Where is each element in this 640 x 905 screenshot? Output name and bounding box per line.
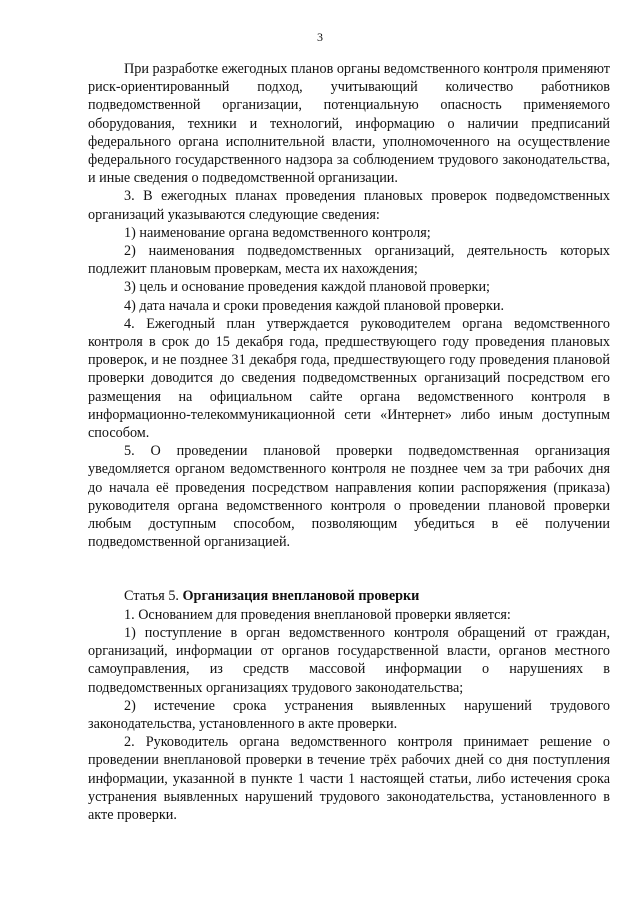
- article-prefix: Статья 5.: [124, 588, 183, 605]
- document-body: [88, 60, 610, 824]
- paragraph-item-3: 3. В ежегодных планах проведения плановых проверок подведомственных организаций указываются следующие сведения:: [88, 188, 610, 223]
- paragraph-subitem-4: 4) дата начала и сроки проведения каждой плановой проверки.: [124, 297, 505, 314]
- section-gap: [88, 551, 610, 587]
- paragraph-subitem-1: 1) наименование органа ведомственного контроля;: [124, 224, 431, 241]
- paragraph-subitem-3: 3) цель и основание проведения каждой плановой проверки;: [124, 279, 490, 296]
- paragraph-risk-approach: При разработке ежегодных планов органы ведомственного контроля применяют риск-ориентированный подход, учитывающий количество работников подведомственной организации, потенциальную опасность применяемого оборудования, техники и технологий, информацию о наличии предписаний федерального органа исполнительной власти, уполномоченного на осуществление федерального государственного надзора за соблюдением трудового законодательства, и иные сведения о подведомственной организации.: [88, 61, 611, 187]
- paragraph-subitem-2: 2) наименования подведомственных организаций, деятельность которых подлежит плановым проверкам, места их нахождения;: [88, 243, 610, 278]
- paragraph-ground-1: 1) поступление в орган ведомственного контроля обращений от граждан, организаций, информации от органов государственной власти, органов местного самоуправления, из средств массовой информации о нарушениях в подведомственных организациях трудового законодательства;: [88, 624, 610, 696]
- paragraph-item-5: 5. О проведении плановой проверки подведомственная организация уведомляется органом ведомственного контроля не позднее чем за три рабочих дня до начала её проведения посредством направления копии распоряжения (приказа) руководителя органа ведомственного контроля о проведении плановой проверки любым доступным способом, позволяющим убедиться в её получении подведомственной организацией.: [88, 443, 610, 551]
- paragraph-grounds: 1. Основанием для проведения внеплановой проверки является:: [124, 606, 511, 623]
- paragraph-item-4: 4. Ежегодный план утверждается руководителем органа ведомственного контроля в срок до 15 декабря года, предшествующего году проведения плановых проверок, и не позднее 31 декабря года, предшествующего году проведения плановой проверки доводится до сведения подведомственных организаций посредством его размещения на официальном сайте органа ведомственного контроля в информационно-телекоммуникационной сети «Интернет» либо иным доступным способом.: [88, 315, 610, 442]
- article-title: Организация внеплановой проверки: [182, 588, 420, 605]
- paragraph-ground-2: 2) истечение срока устранения выявленных нарушений трудового законодательства, установленного в акте проверки.: [88, 697, 610, 732]
- page-number: 3: [317, 30, 323, 44]
- paragraph-decision: 2. Руководитель органа ведомственного контроля принимает решение о проведении внеплановой проверки в течение трёх рабочих дней со дня поступления информации, указанной в пункте 1 части 1 настоящей статьи, либо истечения срока устранения выявленных нарушений трудового законодательства, установленного в акте проверки.: [88, 734, 610, 823]
- article-heading: [88, 587, 610, 605]
